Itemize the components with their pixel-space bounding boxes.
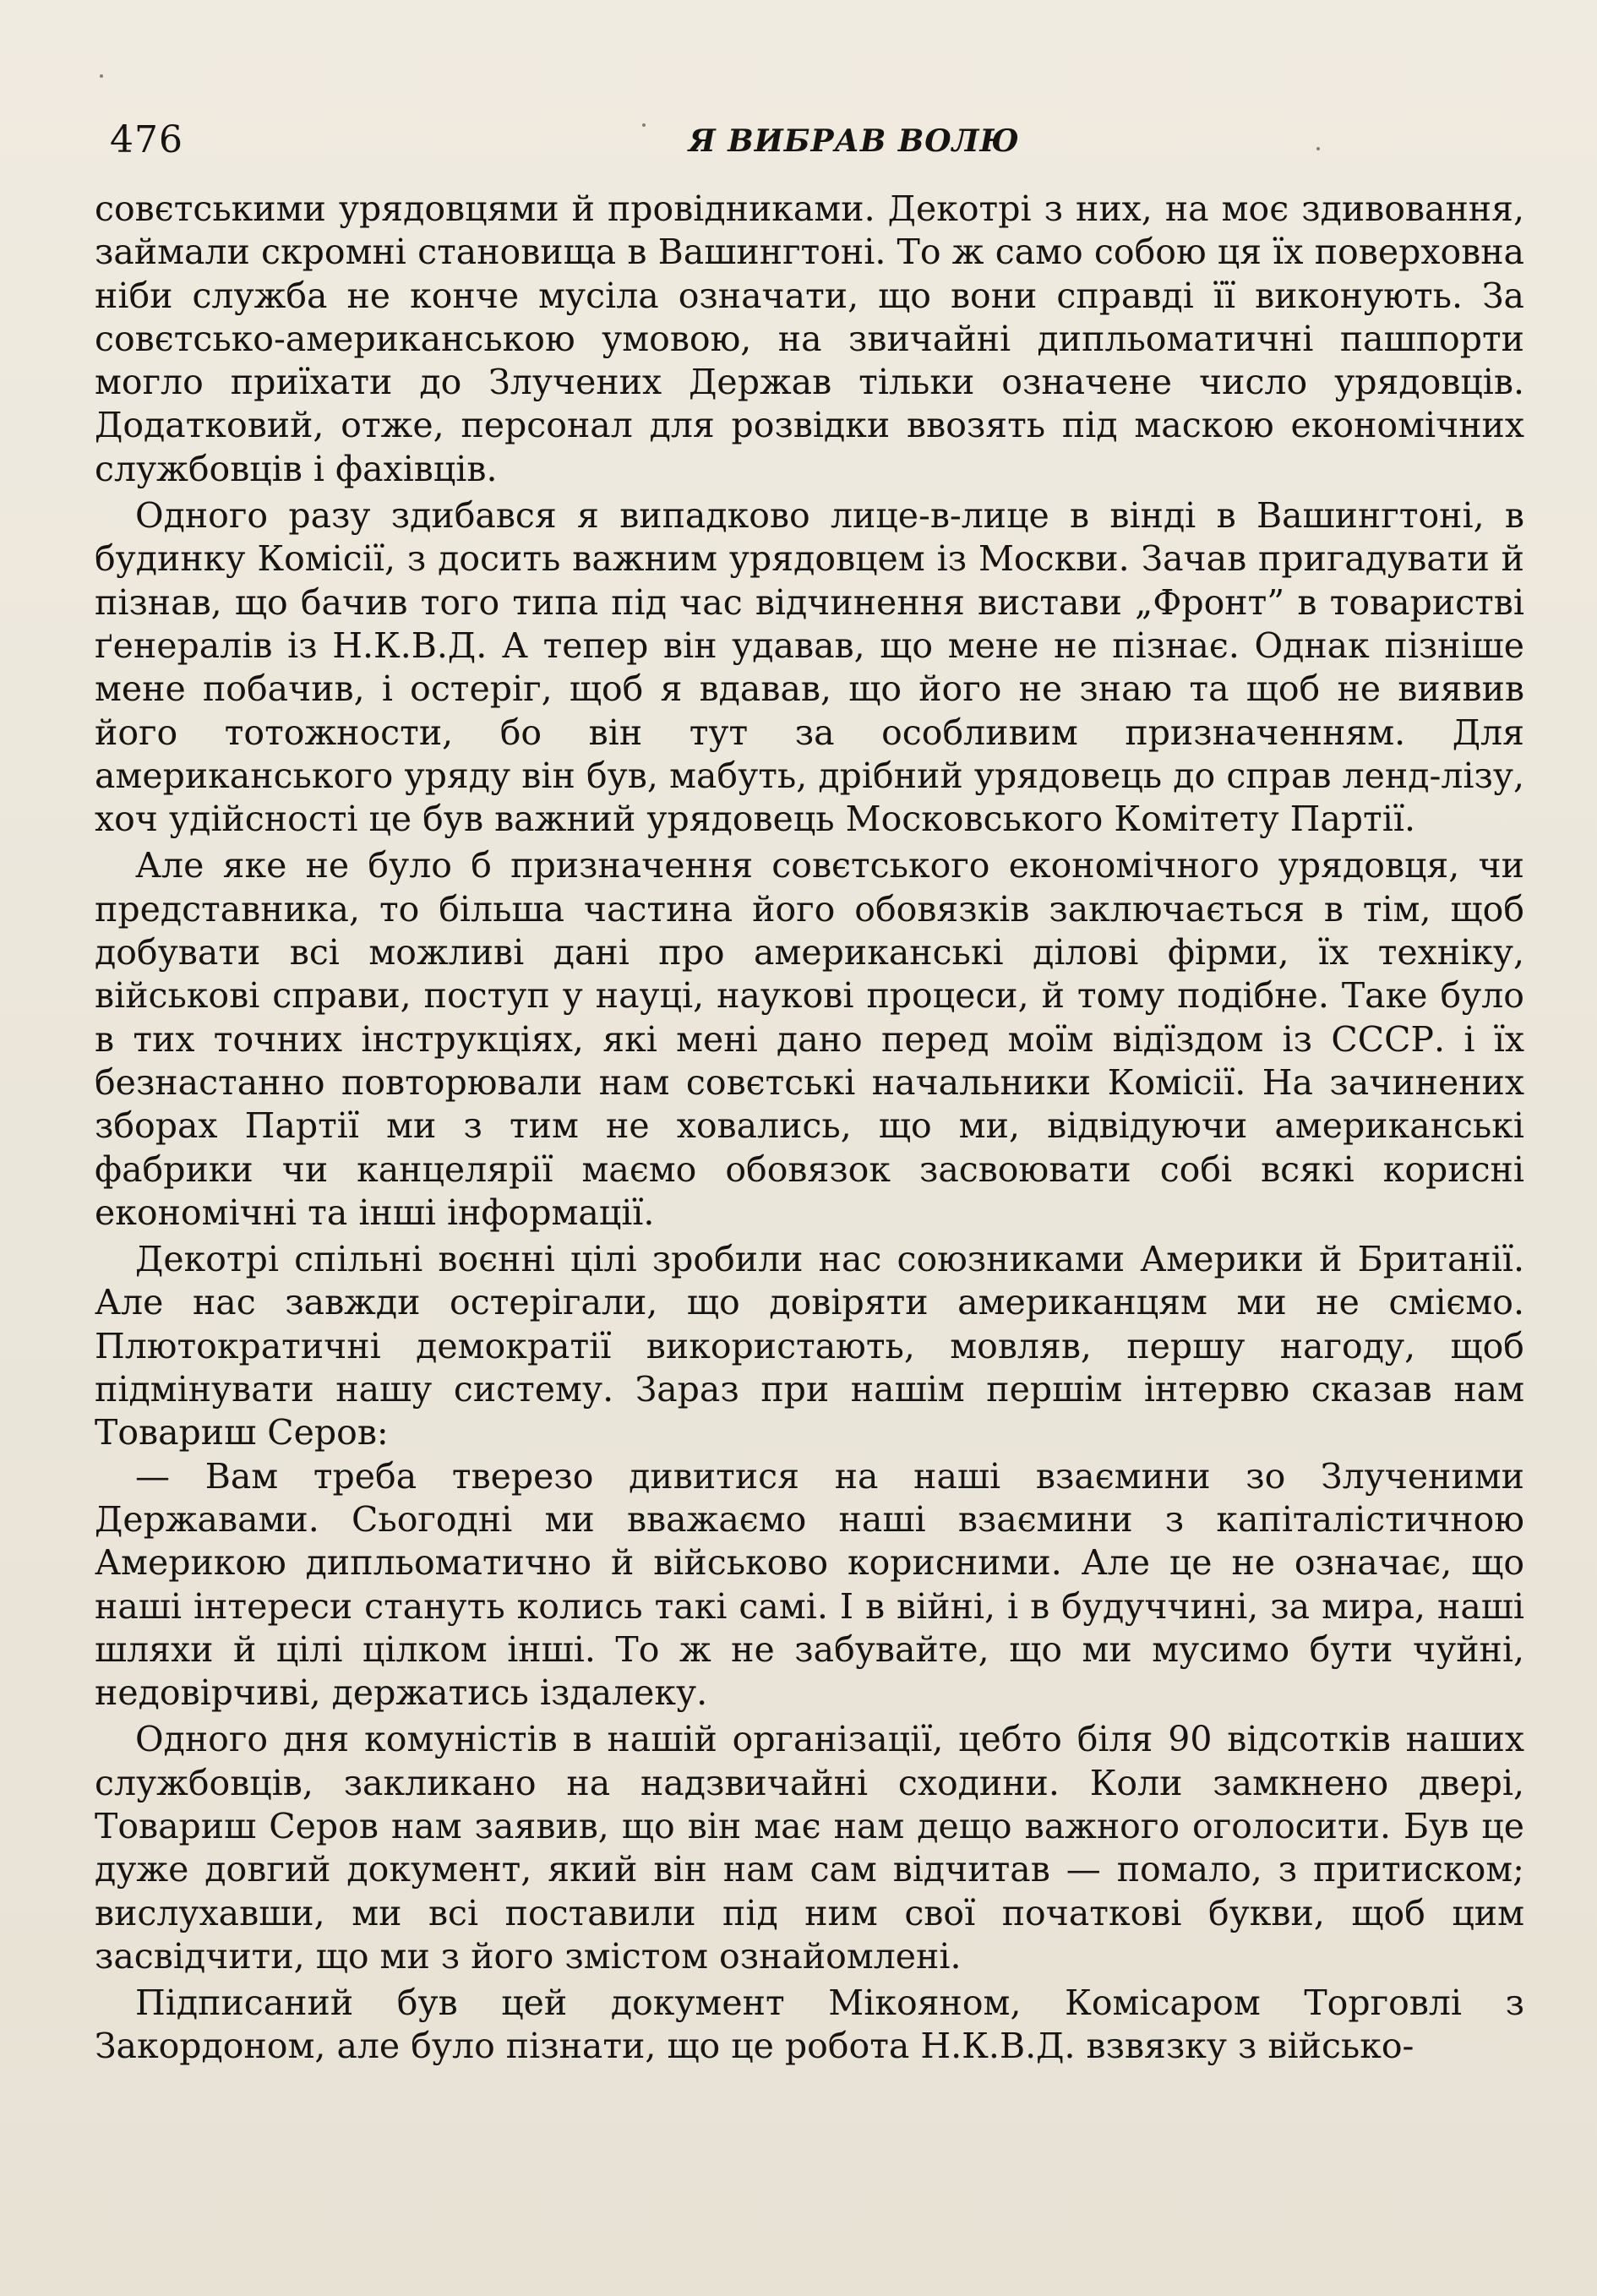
- print-speck: [100, 74, 103, 78]
- print-speck: [1316, 147, 1320, 150]
- body-text: [95, 188, 1524, 2069]
- paragraph: Декотрі спільні воєнні цілі зробили нас союзниками Америки й Британії. Але нас завжди остерігали, що довіряти американцям ми не сміємо. Плютократичні демократії використають, мовляв, першу нагоду, щоб підмінувати нашу систему. Зараз при нашім першім інтервю сказав нам Товариш Серов:: [95, 1239, 1524, 1453]
- paragraph: Одного разу здибався я випадково лице-в-лице в вінді в Вашингтоні, в будинку Комісії, з досить важним урядовцем із Москви. Зачав пригадувати й пізнав, що бачив того типа під час відчинення вистави „Фронт” в товаристві ґенералів із Н.К.В.Д. А тепер він удавав, що мене не пізнає. Однак пізніше мене побачив, і остеріг, щоб я вдавав, що його не знаю та щоб не виявив його тотожности, бо він тут за особливим призначенням. Для американського уряду він був, мабуть, дрібний урядовець до справ ленд-лізу, хоч удійсності це був важний урядовець Московського Комітету Партії.: [95, 495, 1524, 840]
- print-speck: [642, 123, 646, 127]
- paragraph: совєтськими урядовцями й провідниками. Декотрі з них, на моє здивовання, займали скромні становища в Вашингтоні. То ж само собою ця їх поверховна ніби служба не конче мусіла означати, що вони справді її виконують. За совєтсько-американською умовою, на звичайні дипльоматичні пашпорти могло приїхати до Злучених Держав тільки означене число урядовців. Додатковий, отже, персонал для розвідки ввозять під маскою економічних службовців і фахівців.: [95, 188, 1524, 489]
- dialogue-paragraph: — Вам треба тверезо дивитися на наші взаємини зо Злученими Державами. Сьогодні ми вважаємо наші взаємини з капіталістичною Америкою дипльоматично й військово корисними. Але це не означає, що наші інтереси стануть колись такі самі. І в війні, і в будуччині, за мира, наші шляхи й цілі цілком інші. То ж не забувайте, що ми мусимо бути чуйні, недовірчиві, держатись іздалеку.: [95, 1455, 1524, 1714]
- page-header: [106, 118, 1525, 169]
- paragraph: Підписаний був цей документ Мікояном, Комісаром Торговлі з Закордоном, але було пізнати, що це робота Н.К.В.Д. взвязку з військо-: [95, 1982, 1524, 2067]
- paragraph: Одного дня комуністів в нашій організації, цебто біля 90 відсотків наших службовців, закликано на надзвичайні сходини. Коли замкнено двері, Товариш Серов нам заявив, що він має нам дещо важного оголосити. Був це дуже довгий документ, який він нам сам відчитав — помало, з притиском; вислухавши, ми всі поставили під ним свої початкові букви, щоб цим засвідчити, що ми з його змістом ознайомлені.: [95, 1719, 1524, 1977]
- running-title: Я ВИБРАВ ВОЛЮ: [689, 123, 1020, 159]
- paragraph: Але яке не було б призначення совєтського економічного урядовця, чи представника, то більша частина його обовязків заключається в тім, щоб добувати всі можливі дані про американські ділові фірми, їх техніку, військові справи, поступ у науці, наукові процеси, й тому подібне. Таке було в тих точних інструкціях, які мені дано перед моїм відїздом із СССР. і їх безнастанно повторювали нам совєтські начальники Комісії. На зачинених зборах Партії ми з тим не ховались, що ми, відвідуючи американські фабрики чи канцелярії маємо обовязок засвоювати собі всякі корисні економічні та інші інформації.: [95, 845, 1524, 1233]
- page-number: 476: [110, 118, 183, 161]
